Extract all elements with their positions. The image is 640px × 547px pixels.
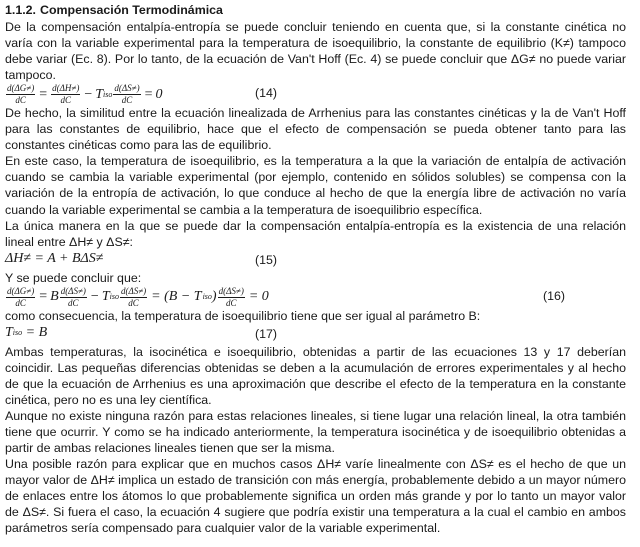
equation-number-17: (17) xyxy=(255,326,278,341)
equation-14: $\frac{d(\Delta G\ne)}{dC}$ = $\frac{d(\Delta H\ne)}{dC}$ − T iso $\frac{d(\Delta S\ne)}{dC}$ = 0 (14) xyxy=(7,83,278,106)
paragraph-1: De la compensación entalpía-entropía se puede concluir teniendo en cuenta que, si la constante cinética no varía con la variable experimental para la temperatura de isoequilibrio, la constante de equilibrio (K≠) tampoco debe variar (Ec. 8). Por lo tanto, de la ecuación de Van't Hoff (Ec. 4) se puede concluir que ΔG≠ no puede variar tampoco. xyxy=(5,20,626,83)
paragraph-7: Ambas temperaturas, la isocinética e isoequilibrio, obtenidas a partir de las ecuaciones 13 y 17 deberían coincidir. Las pequeñas diferencias obtenidas se deben a la acumulación de errores experimentales y al hecho de que la ecuación de Arrhenius es una aproximación que describe el efecto de la temperatura en la constante cinética, pero no es una ley científica. xyxy=(5,344,626,407)
equation-15 xyxy=(5,250,626,270)
equation-16: $\frac{d(\Delta G\ne)}{dC}$ = B $\frac{d(\Delta S\ne)}{dC}$ − T iso $\frac{d(\Delta S\ne)}{dC}$ = (B − T iso ) $\frac{d(\Delta S\ne)}{dC}$ = 0 (16) xyxy=(7,285,566,308)
section-heading xyxy=(5,2,626,18)
paragraph-8: Aunque no existe ninguna razón para estas relaciones lineales, si tiene lugar una relación lineal, la otra también tiene que ocurrir. Y como se ha indicado anteriormente, la temperatura isocinética y de isoequilibrio obtenidas a partir de ambas relaciones lineales tienen que ser la misma. xyxy=(5,408,626,456)
equation-15-text: ΔH≠ = A + BΔS≠ xyxy=(5,250,104,266)
fraction-dG-dC: $\frac{d(\Delta G\ne)}{dC}$ xyxy=(7,83,35,106)
paragraph-5: Y se puede concluir que: xyxy=(5,270,142,285)
section-title: Compensación Termodinámica xyxy=(40,3,223,17)
paragraph-4: La única manera en la que se puede dar la compensación entalpía-entropía es la existencia de una relación lineal entre ΔH≠ y ΔS≠: xyxy=(5,218,626,249)
equation-number-14: (14) xyxy=(255,86,278,101)
paragraph-6: como consecuencia, la temperatura de isoequilibrio tiene que ser igual al parámetro B: xyxy=(5,308,481,323)
paragraph-3: En este caso, la temperatura de isoequilibrio, es la temperatura a la que la variación de entalpía de activación cuando se cambia la variable experimental (por ejemplo, contenido en sólidos solubles) se compensa con la variación de la entropía de activación, lo que conduce al hecho de que la energía libre de activación no varía cuando la variable experimental se cambia a la temperatura de isoequilibrio específica. xyxy=(5,154,626,217)
equation-number-15: (15) xyxy=(255,252,278,267)
paragraph-9: Una posible razón para explicar que en muchos casos ΔH≠ varíe linealmente con ΔS≠ es el hecho de que un mayor valor de ΔH≠ implica un estado de transición con más energía, probablemente debido a un mayor número de enlaces entre los átomos lo que probablemente significa un orden más grande y por lo tanto un mayor valor de ΔS≠. Si fuera el caso, la ecuación 4 sugiere que podría existir una temperatura a la cual el cambio en ambos parámetros sería compensado para cualquier valor de la variable experimental. xyxy=(5,457,626,536)
fraction-dS-dC: $\frac{d(\Delta S\ne)}{dC}$ xyxy=(114,83,140,106)
section-number: 1.1.2. xyxy=(5,3,37,17)
equation-17: T iso = B (17) xyxy=(5,324,278,341)
fraction-dH-dC: $\frac{d(\Delta H\ne)}{dC}$ xyxy=(52,83,80,106)
equation-number-16: (16) xyxy=(543,288,566,303)
paragraph-2: De hecho, la similitud entre la ecuación linealizada de Arrhenius para las constantes cinéticas y la de Van't Hoff para las constantes de equilibrio, hace que el efecto de compensación se pueda obtener tanto para las constantes cinéticas como para las de equilibrio. xyxy=(5,106,626,153)
